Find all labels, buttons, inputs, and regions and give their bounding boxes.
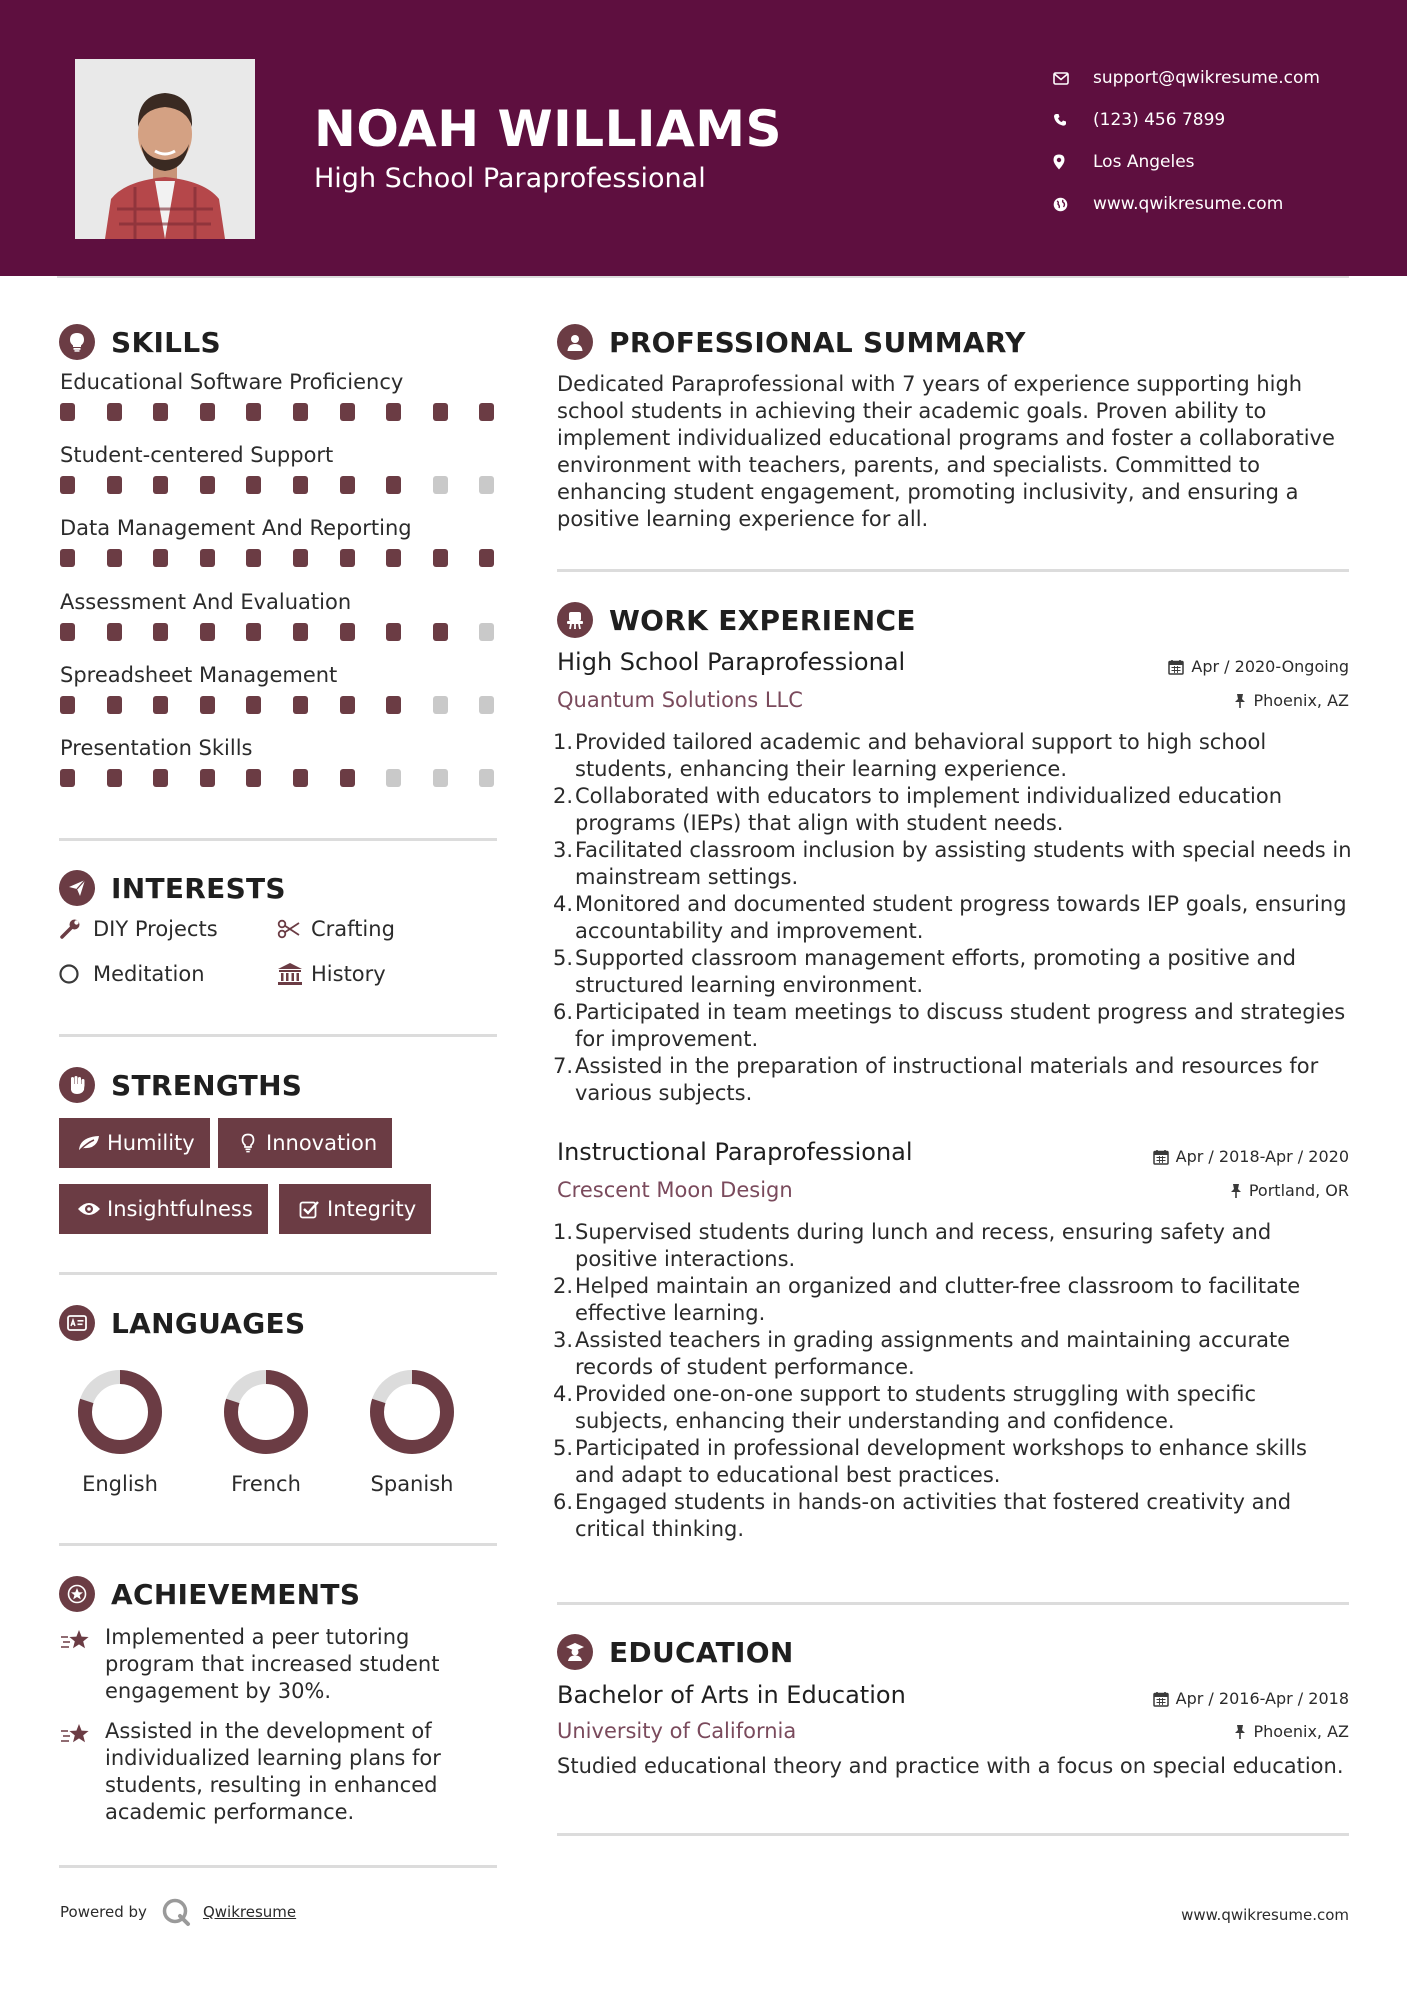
skill-dot (107, 549, 122, 567)
skill-item (60, 590, 500, 614)
skill-dot (433, 769, 448, 787)
education-location (1234, 1722, 1349, 1741)
skill-dot (107, 623, 122, 641)
summary-heading (557, 324, 1026, 360)
interest-item (59, 962, 205, 986)
language-name: French (231, 1472, 301, 1496)
skill-dot (107, 403, 122, 421)
skill-dot (153, 623, 168, 641)
job-bullet-text: Provided one-on-one support to students struggling with specific subjects, enhancing their understanding and confidence. (575, 1382, 1257, 1433)
pushpin-icon (1234, 1724, 1246, 1740)
interest-label: Meditation (93, 962, 205, 986)
school-name: University of California (557, 1719, 797, 1743)
job-company: Crescent Moon Design (557, 1178, 793, 1202)
job-location-text: Phoenix, AZ (1253, 691, 1349, 710)
skill-dot (153, 476, 168, 494)
job-bullet: 3. Assisted teachers in grading assignments and maintaining accurate records of student performance. (553, 1328, 1291, 1379)
skill-rating (60, 696, 500, 714)
skill-dot (433, 696, 448, 714)
skill-dot (293, 476, 308, 494)
skill-dot (293, 549, 308, 567)
achievements-title: ACHIEVEMENTS (111, 1577, 361, 1611)
skill-dot (107, 769, 122, 787)
section-divider (557, 569, 1349, 572)
skill-dot (386, 769, 401, 787)
eye-icon (71, 1201, 107, 1217)
shooting-star-icon (60, 1624, 105, 1705)
education-date-text: Apr / 2016-Apr / 2018 (1175, 1689, 1349, 1708)
job-bullet-text: Engaged students in hands-on activities that fostered creativity and critical thinking. (575, 1490, 1292, 1541)
education-date (1153, 1689, 1349, 1708)
skill-rating (60, 476, 500, 494)
skill-dot (386, 403, 401, 421)
star-badge-icon (59, 1576, 95, 1612)
section-divider (557, 1833, 1349, 1836)
skill-dot (433, 403, 448, 421)
job-bullet-text: Collaborated with educators to implement individualized education programs (IEPs) that align with student needs. (575, 784, 1283, 835)
language-name: English (82, 1472, 158, 1496)
strengths-heading (59, 1067, 302, 1103)
experience-title: WORK EXPERIENCE (609, 603, 916, 637)
job-bullet-text: Supported classroom management efforts, promoting a positive and structured learning environment. (575, 946, 1296, 997)
skill-rating (60, 769, 500, 787)
fist-icon (59, 1067, 95, 1103)
circle-icon (59, 963, 93, 985)
interest-item (277, 962, 386, 986)
job-date-text: Apr / 2020-Ongoing (1191, 657, 1349, 676)
scissors-icon (277, 919, 311, 939)
pushpin-icon (1234, 693, 1246, 709)
skill-dot (60, 403, 75, 421)
achievement-text: Implemented a peer tutoring program that increased student engagement by 30%. (105, 1625, 440, 1703)
skill-name: Spreadsheet Management (60, 663, 338, 687)
map-pin-icon (1053, 154, 1093, 170)
skill-dot (479, 623, 494, 641)
skill-dot (386, 623, 401, 641)
skill-dot (433, 476, 448, 494)
job-location (1234, 691, 1349, 710)
user-icon (557, 324, 593, 360)
job-bullet: 4. Provided one-on-one support to students struggling with specific subjects, enhancing their understanding and confidence. (553, 1382, 1257, 1433)
skill-dot (293, 623, 308, 641)
shooting-star-icon (60, 1718, 105, 1826)
skill-rating (60, 549, 500, 567)
skill-name: Assessment And Evaluation (60, 590, 352, 614)
skill-dot (433, 623, 448, 641)
graduate-icon (557, 1634, 593, 1670)
job-bullet: 2. Helped maintain an organized and clutter-free classroom to facilitate effective learning. (553, 1274, 1301, 1325)
skill-dot (60, 549, 75, 567)
candidate-name: NOAH WILLIAMS (314, 100, 782, 158)
strengths-title: STRENGTHS (111, 1068, 303, 1102)
job-date-text: Apr / 2018-Apr / 2020 (1175, 1147, 1349, 1166)
language-item (50, 1368, 190, 1496)
skill-dot (60, 476, 75, 494)
job-bullet-text: Helped maintain an organized and clutter-free classroom to facilitate effective learning. (575, 1274, 1301, 1325)
skill-dot (60, 696, 75, 714)
job-bullet-text: Assisted teachers in grading assignments and maintaining accurate records of student performance. (575, 1328, 1291, 1379)
summary-text: Dedicated Paraprofessional with 7 years of experience supporting high school students in achieving their academic goals. Proven ability to implement individualized educational programs and foster a collaborative environment with teachers, parents, and specialists. Committed to enhancing student engagement, promoting inclusivity, and ensuring a positive learning experience for all. (557, 372, 1335, 531)
interests-heading (59, 870, 286, 906)
job-bullet: 3. Facilitated classroom inclusion by assisting students with special needs in mainstream settings. (553, 838, 1352, 889)
skill-dot (107, 476, 122, 494)
skill-dot (153, 769, 168, 787)
language-item (342, 1368, 482, 1496)
candidate-role: High School Paraprofessional (314, 163, 706, 194)
globe-icon (1053, 197, 1093, 212)
skill-dot (200, 623, 215, 641)
skill-name: Student-centered Support (60, 443, 334, 467)
interest-item (59, 917, 218, 941)
strength-tag (59, 1118, 210, 1168)
achievement-item (60, 1718, 500, 1826)
achievement-item (60, 1624, 500, 1705)
calendar-icon (1168, 659, 1184, 675)
skill-dot (60, 623, 75, 641)
skill-dot (153, 549, 168, 567)
languages-heading (59, 1305, 305, 1341)
skill-dot (386, 476, 401, 494)
skill-dot (246, 476, 261, 494)
skill-dot (340, 403, 355, 421)
skill-name: Presentation Skills (60, 736, 253, 760)
job-location-text: Portland, OR (1248, 1181, 1349, 1200)
job-bullet-text: Monitored and documented student progress towards IEP goals, ensuring accountability and improvement. (575, 892, 1347, 943)
contact-website[interactable] (1053, 183, 1373, 225)
qwikresume-link[interactable]: Qwikresume (202, 1903, 297, 1921)
contact-website-text: www.qwikresume.com (1093, 194, 1284, 214)
skill-name: Educational Software Proficiency (60, 370, 404, 394)
strength-label: Humility (107, 1131, 195, 1155)
interests-title: INTERESTS (111, 871, 286, 905)
education-title: EDUCATION (609, 1635, 794, 1669)
briefcase-chair-icon (557, 602, 593, 638)
job-bullet: 6. Engaged students in hands-on activities that fostered creativity and critical thinking. (553, 1490, 1292, 1541)
job-bullet: 6. Participated in team meetings to discuss student progress and strategies for improvement. (553, 1000, 1346, 1051)
education-location-text: Phoenix, AZ (1253, 1722, 1349, 1741)
footer-url[interactable]: www.qwikresume.com (1181, 1906, 1349, 1924)
section-divider (557, 1602, 1349, 1605)
skill-dot (340, 549, 355, 567)
strength-label: Innovation (266, 1131, 378, 1155)
languages-title: LANGUAGES (111, 1306, 306, 1340)
education-description: Studied educational theory and practice with a focus on special education. (557, 1754, 1344, 1778)
skill-dot (293, 696, 308, 714)
degree-title: Bachelor of Arts in Education (557, 1681, 906, 1709)
skill-dot (340, 769, 355, 787)
skill-dot (479, 769, 494, 787)
job-title: High School Paraprofessional (557, 648, 906, 676)
contact-location-text: Los Angeles (1093, 152, 1195, 172)
contact-email-text: support@qwikresume.com (1093, 68, 1320, 88)
skill-dot (200, 403, 215, 421)
skill-dot (293, 769, 308, 787)
skill-dot (479, 476, 494, 494)
profile-photo (75, 59, 255, 239)
interest-label: History (311, 962, 386, 986)
language-item (196, 1368, 336, 1496)
job-title: Instructional Paraprofessional (557, 1138, 913, 1166)
job-bullets (553, 729, 1353, 1107)
achievements-heading (59, 1576, 360, 1612)
job-bullet-text: Participated in professional development workshops to enhance skills and adapt to educational best practices. (575, 1436, 1307, 1487)
calendar-icon (1153, 1149, 1169, 1165)
job-bullet-text: Provided tailored academic and behavioral support to high school students, enhancing their learning experience. (575, 730, 1267, 781)
skill-dot (479, 403, 494, 421)
skill-dot (60, 769, 75, 787)
skill-item (60, 370, 500, 394)
skill-dot (479, 696, 494, 714)
skill-dot (340, 623, 355, 641)
skill-item (60, 516, 500, 540)
interest-label: DIY Projects (93, 917, 218, 941)
job-bullet-text: Assisted in the preparation of instructional materials and resources for various subjects. (575, 1054, 1319, 1105)
resume-header (0, 0, 1407, 276)
strength-label: Insightfulness (107, 1197, 253, 1221)
contact-phone-text: (123) 456 7899 (1093, 110, 1226, 130)
skill-name: Data Management And Reporting (60, 516, 412, 540)
education-heading (557, 1634, 794, 1670)
contact-list (1053, 57, 1373, 225)
skill-dot (246, 403, 261, 421)
section-divider (59, 1034, 497, 1037)
language-name: Spanish (370, 1472, 454, 1496)
skill-dot (479, 549, 494, 567)
job-bullet: 5. Supported classroom management efforts, promoting a positive and structured learning environment. (553, 946, 1296, 997)
job-company: Quantum Solutions LLC (557, 688, 803, 712)
section-divider (59, 1865, 497, 1868)
calendar-icon (1153, 1691, 1169, 1707)
section-divider (59, 838, 497, 841)
powered-by (60, 1897, 296, 1927)
contact-location (1053, 141, 1373, 183)
skill-dot (246, 623, 261, 641)
skill-dot (293, 403, 308, 421)
skill-rating (60, 403, 500, 421)
job-bullet-text: Supervised students during lunch and recess, ensuring safety and positive interactions. (575, 1220, 1272, 1271)
powered-by-label: Powered by (60, 1903, 147, 1921)
skill-item (60, 443, 500, 467)
section-divider (59, 1543, 497, 1546)
job-bullet: 7. Assisted in the preparation of instructional materials and resources for various subjects. (553, 1054, 1319, 1105)
language-ring (76, 1368, 164, 1456)
skills-title: SKILLS (111, 325, 221, 359)
job-bullet-text: Participated in team meetings to discuss student progress and strategies for improvement. (575, 1000, 1346, 1051)
skill-dot (200, 549, 215, 567)
qwikresume-logo-icon (161, 1897, 191, 1927)
job-bullet: 1. Supervised students during lunch and recess, ensuring safety and positive interactions. (553, 1220, 1272, 1271)
job-bullets (553, 1219, 1353, 1543)
leaf-icon (71, 1134, 107, 1152)
skill-item (60, 736, 500, 760)
job-bullet-text: Facilitated classroom inclusion by assisting students with special needs in mainstream settings. (575, 838, 1352, 889)
job-date (1153, 1147, 1349, 1166)
job-bullet: 1. Provided tailored academic and behavioral support to high school students, enhancing their learning experience. (553, 730, 1267, 781)
skill-dot (433, 549, 448, 567)
contact-phone[interactable] (1053, 99, 1373, 141)
check-square-icon (291, 1199, 327, 1219)
skill-dot (153, 403, 168, 421)
interest-label: Crafting (311, 917, 395, 941)
achievement-text: Assisted in the development of individualized learning plans for students, resulting in enhanced academic performance. (105, 1719, 441, 1824)
envelope-icon (1053, 72, 1093, 85)
interest-item (277, 917, 395, 941)
museum-icon (277, 962, 311, 986)
pushpin-icon (1230, 1183, 1242, 1199)
contact-email[interactable] (1053, 57, 1373, 99)
language-card-icon (59, 1305, 95, 1341)
paper-plane-icon (59, 870, 95, 906)
skill-dot (386, 549, 401, 567)
strength-tag (59, 1184, 268, 1234)
skill-dot (246, 549, 261, 567)
section-divider (59, 1272, 497, 1275)
job-location (1230, 1181, 1349, 1200)
job-bullet: 4. Monitored and documented student progress towards IEP goals, ensuring accountability and improvement. (553, 892, 1347, 943)
skill-dot (340, 696, 355, 714)
lightbulb-icon (59, 324, 95, 360)
job-bullet: 2. Collaborated with educators to implement individualized education programs (IEPs) that align with student needs. (553, 784, 1283, 835)
lightbulb-icon (230, 1133, 266, 1153)
skill-dot (200, 476, 215, 494)
job-date (1168, 657, 1349, 676)
experience-heading (557, 602, 916, 638)
skill-item (60, 663, 500, 687)
skill-dot (200, 696, 215, 714)
header-divider (57, 276, 1349, 278)
summary-title: PROFESSIONAL SUMMARY (609, 325, 1026, 359)
job-bullet: 5. Participated in professional development workshops to enhance skills and adapt to educational best practices. (553, 1436, 1307, 1487)
skill-dot (107, 696, 122, 714)
skills-heading (59, 324, 221, 360)
strength-tag (279, 1184, 431, 1234)
strength-tag (218, 1118, 392, 1168)
skill-dot (200, 769, 215, 787)
language-ring (222, 1368, 310, 1456)
skill-dot (246, 769, 261, 787)
strength-label: Integrity (327, 1197, 417, 1221)
skill-rating (60, 623, 500, 641)
skill-dot (153, 696, 168, 714)
phone-icon (1053, 113, 1093, 127)
skill-dot (246, 696, 261, 714)
wrench-icon (59, 918, 93, 940)
skill-dot (340, 476, 355, 494)
skill-dot (386, 696, 401, 714)
language-ring (368, 1368, 456, 1456)
